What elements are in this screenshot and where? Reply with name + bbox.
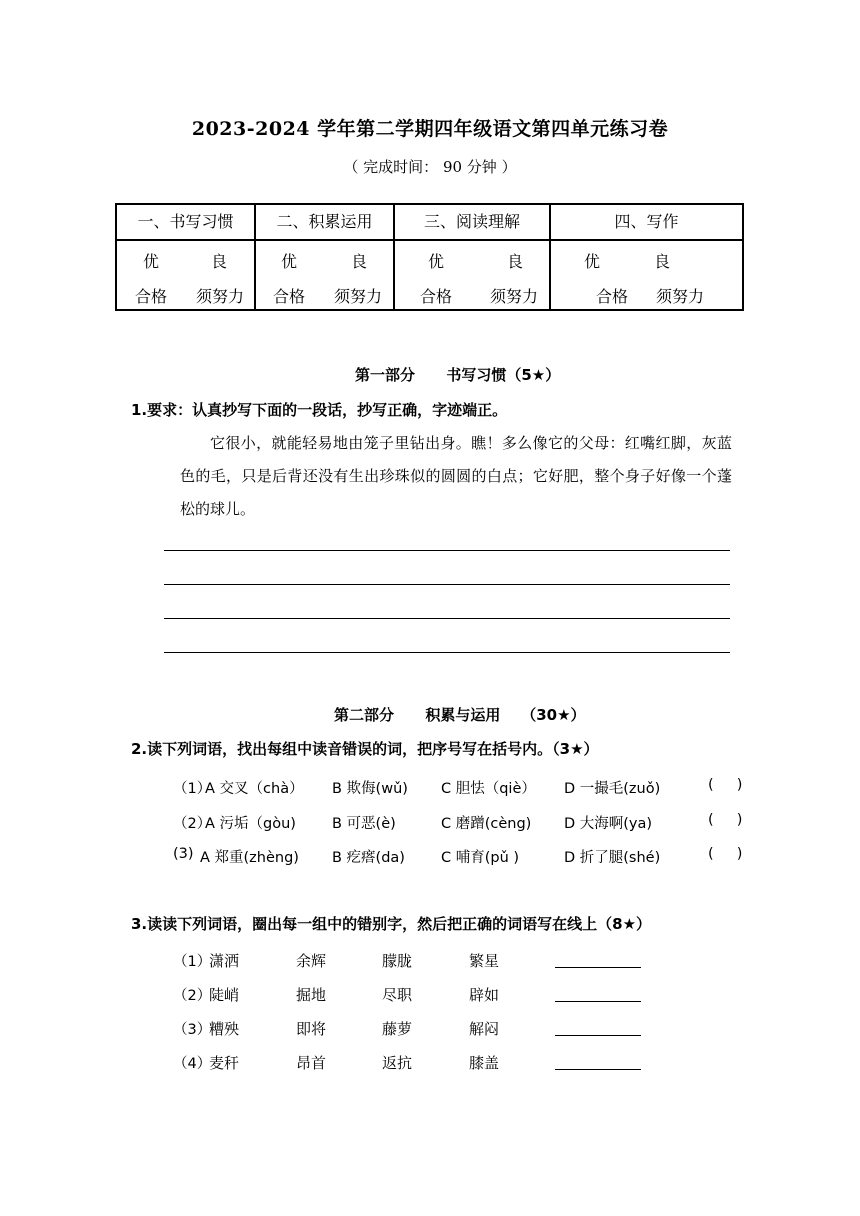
writing-line[interactable] (164, 652, 730, 653)
grade-good: 良 (654, 252, 671, 271)
score-table (115, 203, 744, 311)
grade-good: 良 (351, 252, 368, 271)
copy-passage: 它很小，就能轻易地由笼子里钻出身。瞧！多么像它的父母：红嘴红脚，灰蓝色的毛，只是后背还没有生出珍珠似的圆圆的白点；它好肥，整个身子好像一个蓬松的球儿。 (180, 434, 732, 518)
grade-needs-effort: 须努力 (656, 287, 705, 306)
grade-good: 良 (211, 252, 228, 271)
q3-row (0, 984, 860, 1006)
q2-option-b: B 疙瘩(da) (332, 850, 405, 866)
q3-word[interactable]: 余辉 (296, 952, 327, 970)
page-title: 2023-2024 学年第二学期四年级语文第四单元练习卷 (191, 118, 669, 140)
grade-excellent: 优 (143, 252, 160, 271)
q3-word[interactable]: 陡峭 (209, 986, 240, 1004)
q2-row-number: （1） (173, 781, 212, 797)
score-cell-reading[interactable] (394, 240, 550, 310)
time-limit: （ 完成时间： 90 分钟 ） (343, 158, 517, 176)
q2-answer-paren[interactable]: ( ) (708, 846, 743, 862)
q3-word[interactable]: 返抗 (382, 1054, 413, 1072)
score-header-composition: 四、写作 (550, 204, 743, 240)
q3-answer-line[interactable] (555, 1035, 641, 1036)
q2-option-d: D 一撮毛(zuǒ) (564, 781, 661, 797)
q3-word[interactable]: 尽职 (382, 986, 413, 1004)
writing-line[interactable] (164, 550, 730, 551)
q2-row (0, 846, 860, 868)
q2-option-a: A 污垢（gòu) (205, 816, 296, 832)
q2-row-number: （2） (173, 816, 212, 832)
question-1: 1.要求：认真抄写下面的一段话，抄写正确，字迹端正。 (131, 401, 508, 419)
score-cell-usage[interactable] (255, 240, 394, 310)
q3-row (0, 1018, 860, 1040)
q3-word[interactable]: 即将 (296, 1020, 327, 1038)
q3-word[interactable]: 辟如 (469, 986, 500, 1004)
question-2: 2.读下列词语，找出每组中读音错误的词，把序号写在括号内。（3★） (131, 740, 599, 758)
grade-excellent: 优 (584, 252, 601, 271)
q3-answer-line[interactable] (555, 967, 641, 968)
score-header-usage: 二、积累运用 (255, 204, 394, 240)
q3-word[interactable]: 昂首 (296, 1054, 327, 1072)
q3-word[interactable]: 朦胧 (382, 952, 413, 970)
q3-word[interactable]: 膝盖 (469, 1054, 500, 1072)
writing-line[interactable] (164, 584, 730, 585)
q3-row-number: （4） (173, 1056, 212, 1072)
grade-needs-effort: 须努力 (490, 287, 539, 306)
q2-row-number: (3) (173, 846, 194, 862)
q2-option-d: D 大海啊(ya) (564, 816, 653, 832)
q2-answer-paren[interactable]: ( ) (708, 812, 743, 828)
q3-row (0, 950, 860, 972)
score-cell-writing[interactable] (116, 240, 255, 310)
q3-word[interactable]: 解闷 (469, 1020, 500, 1038)
part2-heading: 第二部分 积累与运用 （30★） (334, 706, 586, 724)
q2-option-c: C 磨蹭(cèng) (441, 816, 532, 832)
q2-option-c: C 哺育(pǔ ) (441, 850, 520, 866)
question-3: 3.读读下列词语，圈出每一组中的错别字，然后把正确的词语写在线上（8★） (131, 915, 652, 933)
grade-excellent: 优 (281, 252, 298, 271)
q2-option-d: D 折了腿(shé) (564, 850, 661, 866)
q3-row-number: （1） (173, 954, 212, 970)
q3-word[interactable]: 繁星 (469, 952, 500, 970)
grade-good: 良 (507, 252, 524, 271)
score-header-reading: 三、阅读理解 (394, 204, 550, 240)
grade-excellent: 优 (428, 252, 445, 271)
q2-option-a: A 交叉（chà） (205, 781, 304, 797)
q3-answer-line[interactable] (555, 1069, 641, 1070)
q3-row-number: （2） (173, 988, 212, 1004)
part1-heading: 第一部分 书写习惯（5★） (355, 366, 561, 384)
q3-row-number: （3） (173, 1022, 212, 1038)
grade-pass: 合格 (596, 287, 629, 306)
q2-option-a: A 郑重(zhèng) (200, 850, 299, 866)
q2-option-c: C 胆怯（qiè） (441, 781, 536, 797)
grade-needs-effort: 须努力 (196, 287, 245, 306)
grade-pass: 合格 (420, 287, 453, 306)
q3-answer-line[interactable] (555, 1001, 641, 1002)
score-cell-composition[interactable] (550, 240, 743, 310)
writing-line[interactable] (164, 618, 730, 619)
q2-option-b: B 可恶(è) (332, 816, 396, 832)
q3-word[interactable]: 掘地 (296, 986, 327, 1004)
q3-row (0, 1052, 860, 1074)
q2-option-b: B 欺侮(wǔ) (332, 781, 408, 797)
q3-word[interactable]: 糟殃 (209, 1020, 240, 1038)
q3-word[interactable]: 麦秆 (209, 1054, 240, 1072)
score-header-writing: 一、书写习惯 (116, 204, 255, 240)
q3-word[interactable]: 藤萝 (382, 1020, 413, 1038)
q3-word[interactable]: 潇洒 (209, 952, 240, 970)
grade-needs-effort: 须努力 (334, 287, 383, 306)
q2-row (0, 777, 860, 799)
grade-pass: 合格 (135, 287, 168, 306)
grade-pass: 合格 (273, 287, 306, 306)
q2-row (0, 812, 860, 834)
q2-answer-paren[interactable]: ( ) (708, 777, 743, 793)
